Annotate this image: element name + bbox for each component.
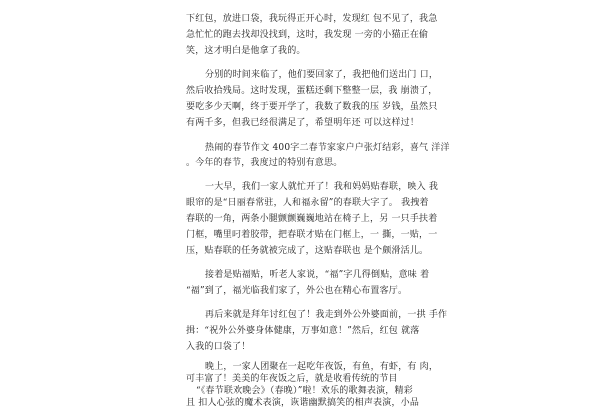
text-line: 且 扣人心弦的魔术表演，诙谐幽默搞笑的相声表演，小品 (186, 398, 420, 408)
text-line: 眼帘的是“日丽春常驻，人和福永留”的春联大字了。 我拽着 (186, 198, 429, 208)
text-line: 揖：“祝外公外婆身体健康，万事如意！”然后，红包 就落 (186, 326, 420, 336)
text-line: 再后来就是拜年讨红包了！我走到外公外婆面前，一拱 手作 (205, 310, 448, 320)
text-line: 热闹的春节作文 400字二春节家家户户张灯结彩，喜气 洋洋 (205, 143, 450, 153)
text-line: 春联的一角，两条小腿颤颤巍巍地站在椅子上，另 一只手扶着 (186, 214, 438, 224)
text-line: 可丰富了！美美的年夜饭之后，就是收看传统的节目 (186, 374, 398, 384)
text-line: 。今年的春节，我度过的特别有意思。 (186, 158, 343, 168)
text-line: “《春节联欢晚会》（春晚）”啦！欢乐的歌舞表演，精彩 (196, 386, 413, 396)
text-line: 然后收拾残局。这时发现，蛋糕还剩下整整一层，我 崩溃了， (186, 86, 438, 96)
text-line: “福”到了，福光临我们家了，外公也在精心布置客厅。 (186, 286, 408, 296)
text-line: 笑，这才明白是他拿了我的。 (186, 46, 306, 56)
text-line: 接着是贴福贴，听老人家说，“福”字几得倒贴，意味 着 (205, 270, 430, 280)
text-line: 要吃多少天啊，终于要开学了，我数了数我的压 岁钱，虽然只 (186, 102, 438, 112)
text-line: 门框，嘴里叼着胶带，把春联才贴在门框上，一 撕，一贴，一 (186, 230, 438, 240)
text-line: 压，贴春联的任务就被完成了，这贴春联也 是个颇滑活儿。 (186, 246, 429, 256)
text-line: 晚上，一家人团聚在一起吃年夜饭，有鱼，有虾，有 肉， (205, 362, 439, 372)
text-line: 分别的时间来临了，他们要回家了，我把他们送出门 口， (205, 70, 439, 80)
text-line: 急忙忙的跑去找却没找到，这时，我发现 一旁的小猫正在偷 (186, 30, 429, 40)
text-line: 入我的口袋了！ (186, 342, 251, 352)
text-line: 有两千多，但我已经很满足了，希望明年还 可以这样过！ (186, 118, 420, 128)
text-line: 下红包，放进口袋，我玩得正开心时，发现红 包不见了，我急 (186, 14, 438, 24)
text-line: 一大早，我们一家人就忙开了！我和妈妈贴春联，映入 我 (205, 182, 439, 192)
